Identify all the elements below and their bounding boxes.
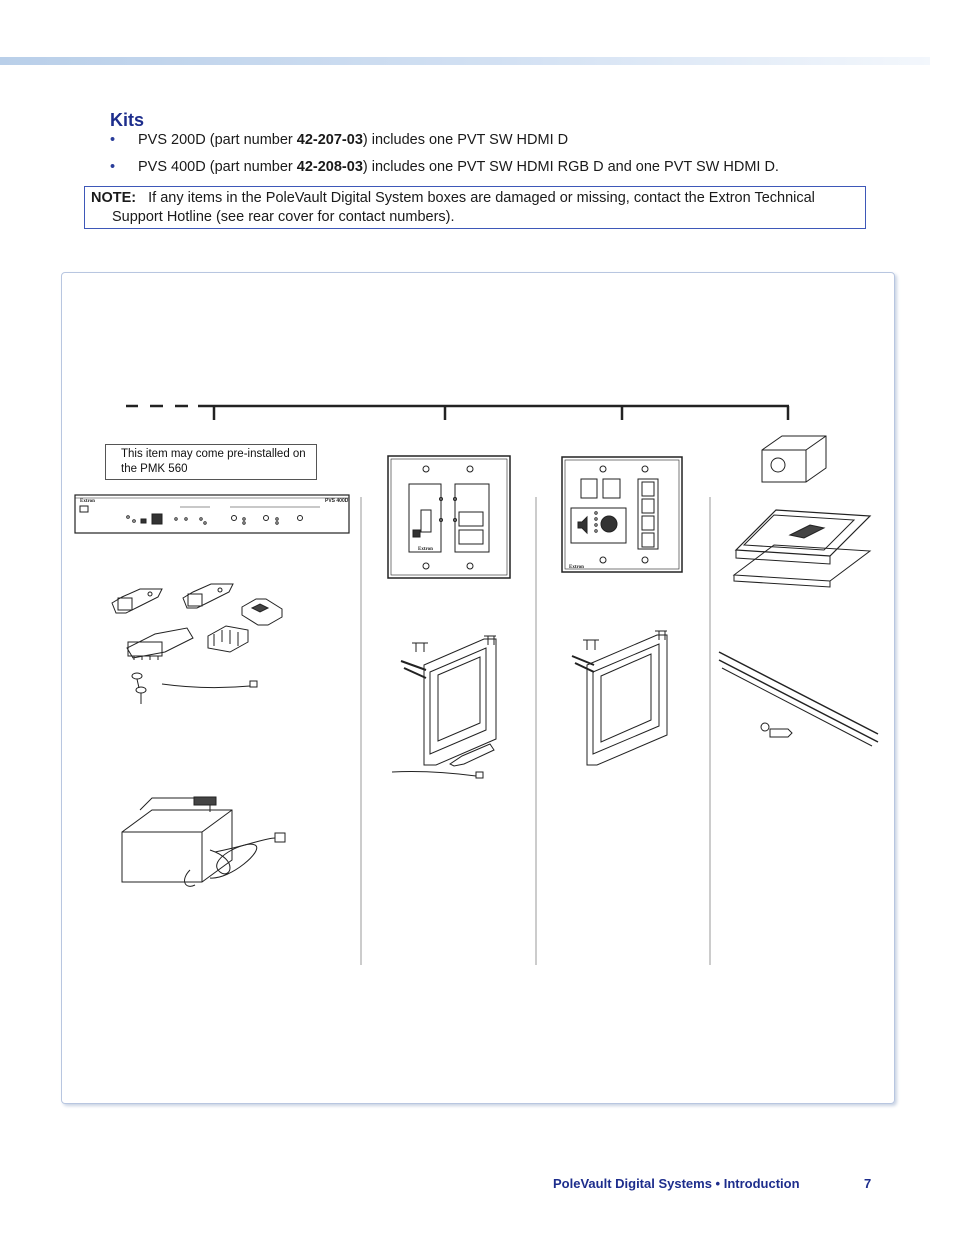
part-number: 42-208-03: [296, 159, 363, 175]
power-supply-illustration: [122, 797, 285, 886]
mounting-frame-illustration: [392, 636, 496, 778]
note-text-line2: Support Hotline (see rear cover for contact numbers).: [112, 209, 455, 225]
list-item: • PVS 400D (part number 42-208-03) includes one PVT SW HDMI RGB D and one PVT SW HDMI D.: [110, 159, 779, 175]
note-text-line1: If any items in the PoleVault Digital System boxes are damaged or missing, contact the Extron Technical: [148, 190, 815, 206]
pole-mount-kit-illustration: [719, 436, 878, 746]
list-item: • PVS 200D (part number 42-207-03) includes one PVT SW HDMI D: [110, 132, 569, 148]
wall-plate-hdmi-illustration: [562, 457, 682, 572]
bullet-icon: •: [110, 132, 116, 148]
note-label: NOTE:: [91, 190, 137, 206]
wall-plate-hdmi-rgb-illustration: [388, 456, 510, 578]
column-dividers: [361, 497, 710, 965]
model-label: PVS 400D: [325, 498, 349, 504]
page-number: 7: [864, 1176, 872, 1191]
screws-and-tie-wrap-illustration: [132, 673, 257, 704]
part-number: 42-207-03: [296, 132, 363, 148]
tree-connector: [126, 406, 789, 420]
footer-title: PoleVault Digital Systems • Introduction: [553, 1176, 800, 1191]
bullet-icon: •: [110, 159, 116, 175]
section-heading: Kits: [110, 110, 145, 130]
brand-label: Extron: [569, 565, 584, 570]
brand-label: Extron: [418, 547, 433, 552]
pre-installed-callout: This item may come pre-installed on the PMK 560: [105, 444, 317, 480]
connector-plugs-illustration: [112, 584, 282, 660]
switcher-unit-illustration: [75, 495, 349, 533]
mounting-frame-illustration: [572, 631, 667, 765]
brand-label: Extron: [80, 499, 95, 504]
